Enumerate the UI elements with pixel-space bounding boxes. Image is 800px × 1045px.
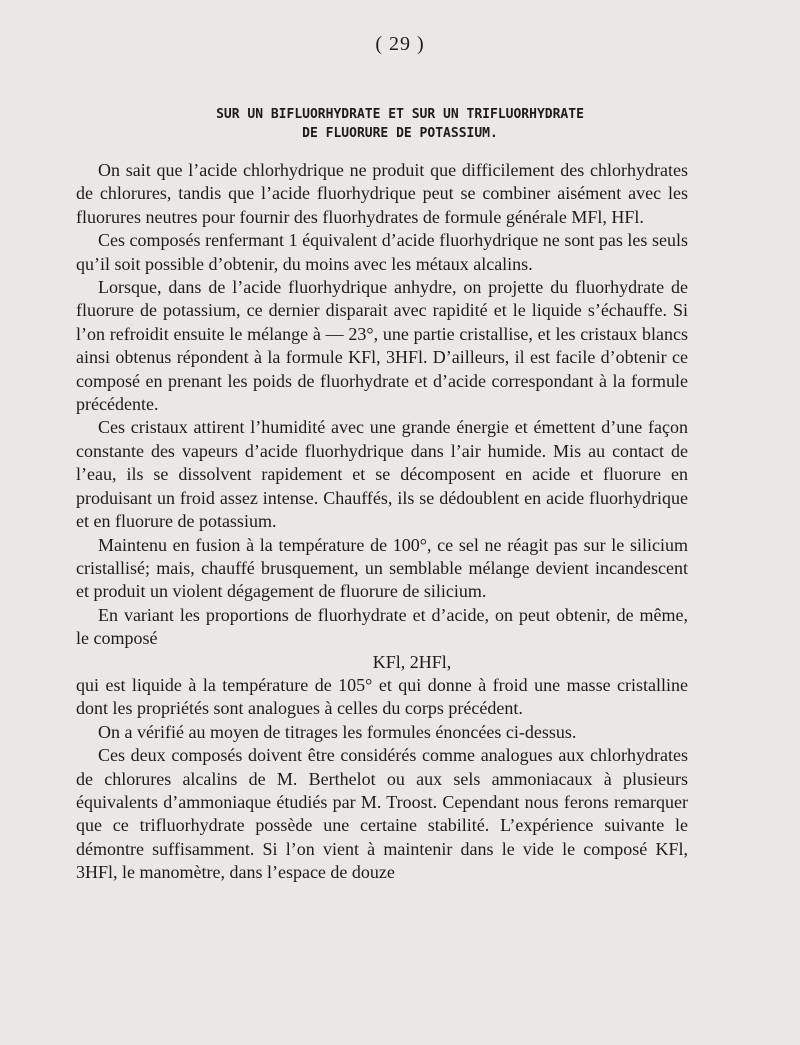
paragraph: Lorsque, dans de l’acide fluorhydrique anhydre, on projette du fluorhydrate de fluorure de potassium, ce dernier disparait avec rapidité et le liquide s’échauffe. Si l’on refroidit ensuite le mélange à — 23°, une partie cristallise, et les cristaux blancs ainsi obtenus répondent à la formule KFl, 3HFl. D’ailleurs, il est facile d’obtenir ce composé en prenant les poids de fluorhydrate et d’acide correspondant à la formule précédente.	[76, 277, 688, 415]
paragraph: Ces composés renfermant 1 équivalent d’acide fluorhydrique ne sont pas les seuls qu’il soit possible d’obtenir, du moins avec les métaux alcalins.	[76, 230, 688, 274]
paragraph: Maintenu en fusion à la température de 100°, ce sel ne réagit pas sur le silicium cristallisé; mais, chauffé brusquement, un semblable mélange devient incandescent et produit un violent dégagement de fluorure de silicium.	[76, 534, 688, 602]
paragraph: On a vérifié au moyen de titrages les formules énoncées ci-dessus.	[98, 721, 577, 742]
title-line-1: SUR UN BIFLUORHYDRATE ET SUR UN TRIFLUORHYDRATE	[216, 107, 584, 122]
formula: KFl, 2HFl,	[372, 651, 452, 672]
article-title	[0, 105, 800, 143]
body-text	[76, 159, 688, 885]
page-number: ( 29 )	[375, 33, 425, 55]
paragraph: Ces deux composés doivent être considérés comme analogues aux chlorhydrates de chlorures alcalins de M. Berthelot ou aux sels ammoniacaux à plusieurs équivalents d’ammoniaque étudiés par M. Troost. Cependant nous ferons remarquer que ce trifluorhydrate possède une certaine stabilité. L’expérience suivante le démontre suffisamment. Si l’on vient à maintenir dans le vide le composé KFl, 3HFl, le manomètre, dans l’espace de douze	[76, 745, 688, 883]
paragraph: qui est liquide à la température de 105° et qui donne à froid une masse cristalline dont les propriétés sont analogues à celles du corps précédent.	[76, 674, 688, 719]
paragraph: On sait que l’acide chlorhydrique ne produit que difficilement des chlorhydrates de chlorures, tandis que l’acide fluorhydrique peut se combiner aisément avec les fluorures neutres pour fournir des fluorhydrates de formule générale MFl, HFl.	[76, 160, 688, 227]
paragraph: En variant les proportions de fluorhydrate et d’acide, on peut obtenir, de même, le composé	[76, 604, 688, 649]
paragraph: Ces cristaux attirent l’humidité avec une grande énergie et émettent d’une façon constante des vapeurs d’acide fluorhydrique dans l’air humide. Mis au contact de l’eau, ils se dissolvent rapidement et se décomposent en acide et fluorure en produisant un froid assez intense. Chauffés, ils se dédoublent en acide fluorhydrique et en fluorure de potassium.	[76, 417, 688, 532]
title-line-2: DE FLUORURE DE POTASSIUM.	[302, 126, 498, 141]
